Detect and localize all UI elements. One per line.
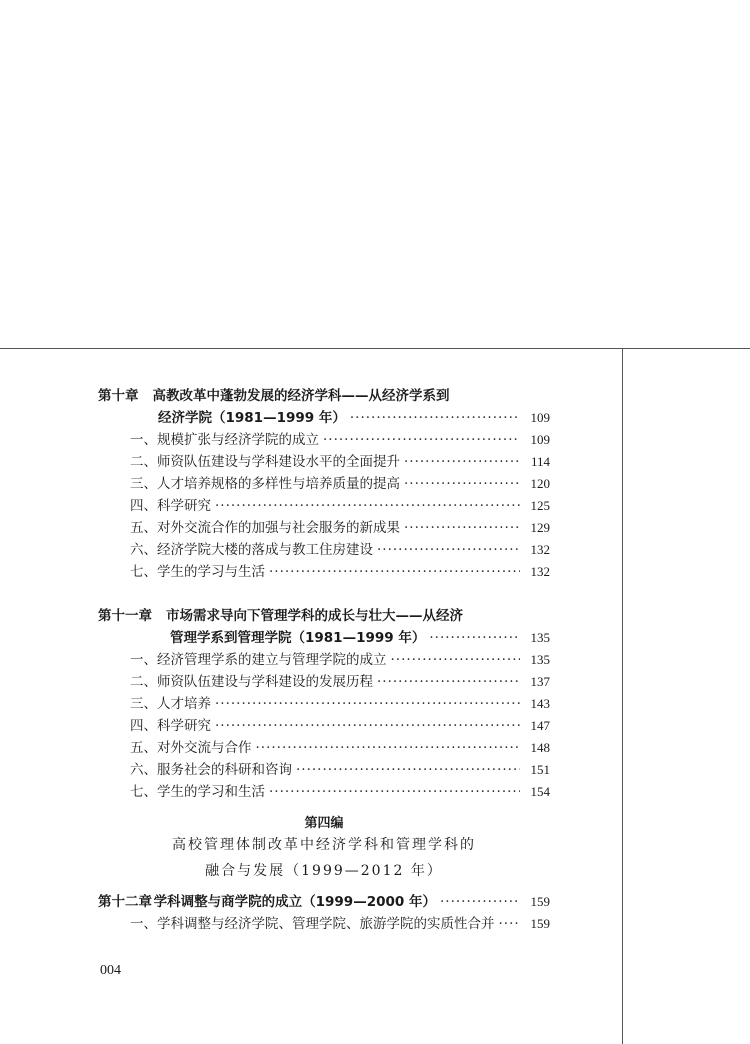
entry-page: 159 xyxy=(530,916,550,931)
entry-page: 120 xyxy=(530,476,550,491)
part-4-label: 第四编 xyxy=(304,816,344,831)
chapter-10-title-cont: 经济学院（1981—1999 年） xyxy=(158,410,346,426)
entry-page: 143 xyxy=(530,696,550,711)
toc-entry[interactable] xyxy=(98,450,550,472)
chapter-10-heading-cont[interactable] xyxy=(98,406,550,428)
chapter-10-label: 第十章 xyxy=(98,388,139,404)
entry-page: 129 xyxy=(530,520,550,535)
entry-page: 147 xyxy=(530,718,550,733)
entry-title: 五、对外交流合作的加强与社会服务的新成果 xyxy=(130,520,400,536)
part-4-heading xyxy=(98,812,550,890)
entry-page: 135 xyxy=(530,652,550,667)
toc-entry[interactable] xyxy=(98,494,550,516)
chapter-11-title-cont: 管理学系到管理学院（1981—1999 年） xyxy=(170,630,426,646)
chapter-11-title: 市场需求导向下管理学科的成长与壮大——从经济 xyxy=(166,608,463,624)
entry-page: 125 xyxy=(530,498,550,513)
entry-title: 三、人才培养 xyxy=(130,696,211,712)
part-4-title-cont: 融合与发展（1999—2012 年） xyxy=(205,863,443,879)
entry-page: 154 xyxy=(530,784,550,799)
part-4-title: 高校管理体制改革中经济学科和管理学科的 xyxy=(172,837,476,853)
toc-entry[interactable] xyxy=(98,714,550,736)
toc-entry[interactable] xyxy=(98,758,550,780)
entry-title: 一、经济管理学系的建立与管理学院的成立 xyxy=(130,652,387,668)
entry-title: 六、服务社会的科研和咨询 xyxy=(130,762,292,778)
entry-title: 一、学科调整与经济学院、管理学院、旅游学院的实质性合并 xyxy=(130,916,495,932)
chapter-12-heading[interactable] xyxy=(98,890,550,912)
entry-page: 151 xyxy=(530,762,550,777)
entry-title: 四、科学研究 xyxy=(130,498,211,514)
chapter-11-heading-cont[interactable] xyxy=(98,626,550,648)
page-number: 004 xyxy=(100,963,121,978)
entry-page: 132 xyxy=(530,542,550,557)
toc-entry[interactable] xyxy=(98,538,550,560)
entry-page: 109 xyxy=(530,432,550,447)
entry-title: 七、学生的学习和生活 xyxy=(130,784,265,800)
chapter-10-page: 109 xyxy=(530,410,550,425)
entry-title: 五、对外交流与合作 xyxy=(130,740,252,756)
toc-entry[interactable] xyxy=(98,560,550,582)
toc-entry[interactable] xyxy=(98,780,550,802)
chapter-10-title: 高教改革中蓬勃发展的经济学科——从经济学系到 xyxy=(152,388,450,404)
toc-entry[interactable] xyxy=(98,472,550,494)
chapter-10-heading[interactable] xyxy=(98,384,550,406)
chapter-12-label: 第十二章 xyxy=(98,894,152,910)
entry-title: 二、师资队伍建设与学科建设的发展历程 xyxy=(130,674,373,690)
toc-entry[interactable] xyxy=(98,516,550,538)
leader-dots xyxy=(350,410,520,426)
entry-title: 二、师资队伍建设与学科建设水平的全面提升 xyxy=(130,454,400,470)
entry-title: 三、人才培养规格的多样性与培养质量的提高 xyxy=(130,476,400,492)
table-of-contents xyxy=(98,384,550,934)
entry-title: 一、规模扩张与经济学院的成立 xyxy=(130,432,319,448)
chapter-12-page: 159 xyxy=(530,894,550,909)
top-rule xyxy=(0,348,750,349)
toc-entry[interactable] xyxy=(98,912,550,934)
entry-title: 六、经济学院大楼的落成与教工住房建设 xyxy=(130,542,373,558)
leader-dots xyxy=(429,630,520,646)
entry-title: 七、学生的学习与生活 xyxy=(130,564,265,580)
right-rule xyxy=(622,348,623,1044)
toc-entry[interactable] xyxy=(98,736,550,758)
toc-entry[interactable] xyxy=(98,428,550,450)
entry-page: 148 xyxy=(530,740,550,755)
entry-page: 114 xyxy=(530,454,550,469)
entry-page: 137 xyxy=(530,674,550,689)
chapter-11-heading[interactable] xyxy=(98,604,550,626)
entry-page: 132 xyxy=(530,564,550,579)
toc-entry[interactable] xyxy=(98,648,550,670)
toc-entry[interactable] xyxy=(98,692,550,714)
entry-title: 四、科学研究 xyxy=(130,718,211,734)
chapter-12-title: 学科调整与商学院的成立（1999—2000 年） xyxy=(153,894,436,910)
leader-dots xyxy=(440,894,520,910)
toc-entry[interactable] xyxy=(98,670,550,692)
chapter-11-label: 第十一章 xyxy=(98,608,152,624)
chapter-11-page: 135 xyxy=(530,630,550,645)
